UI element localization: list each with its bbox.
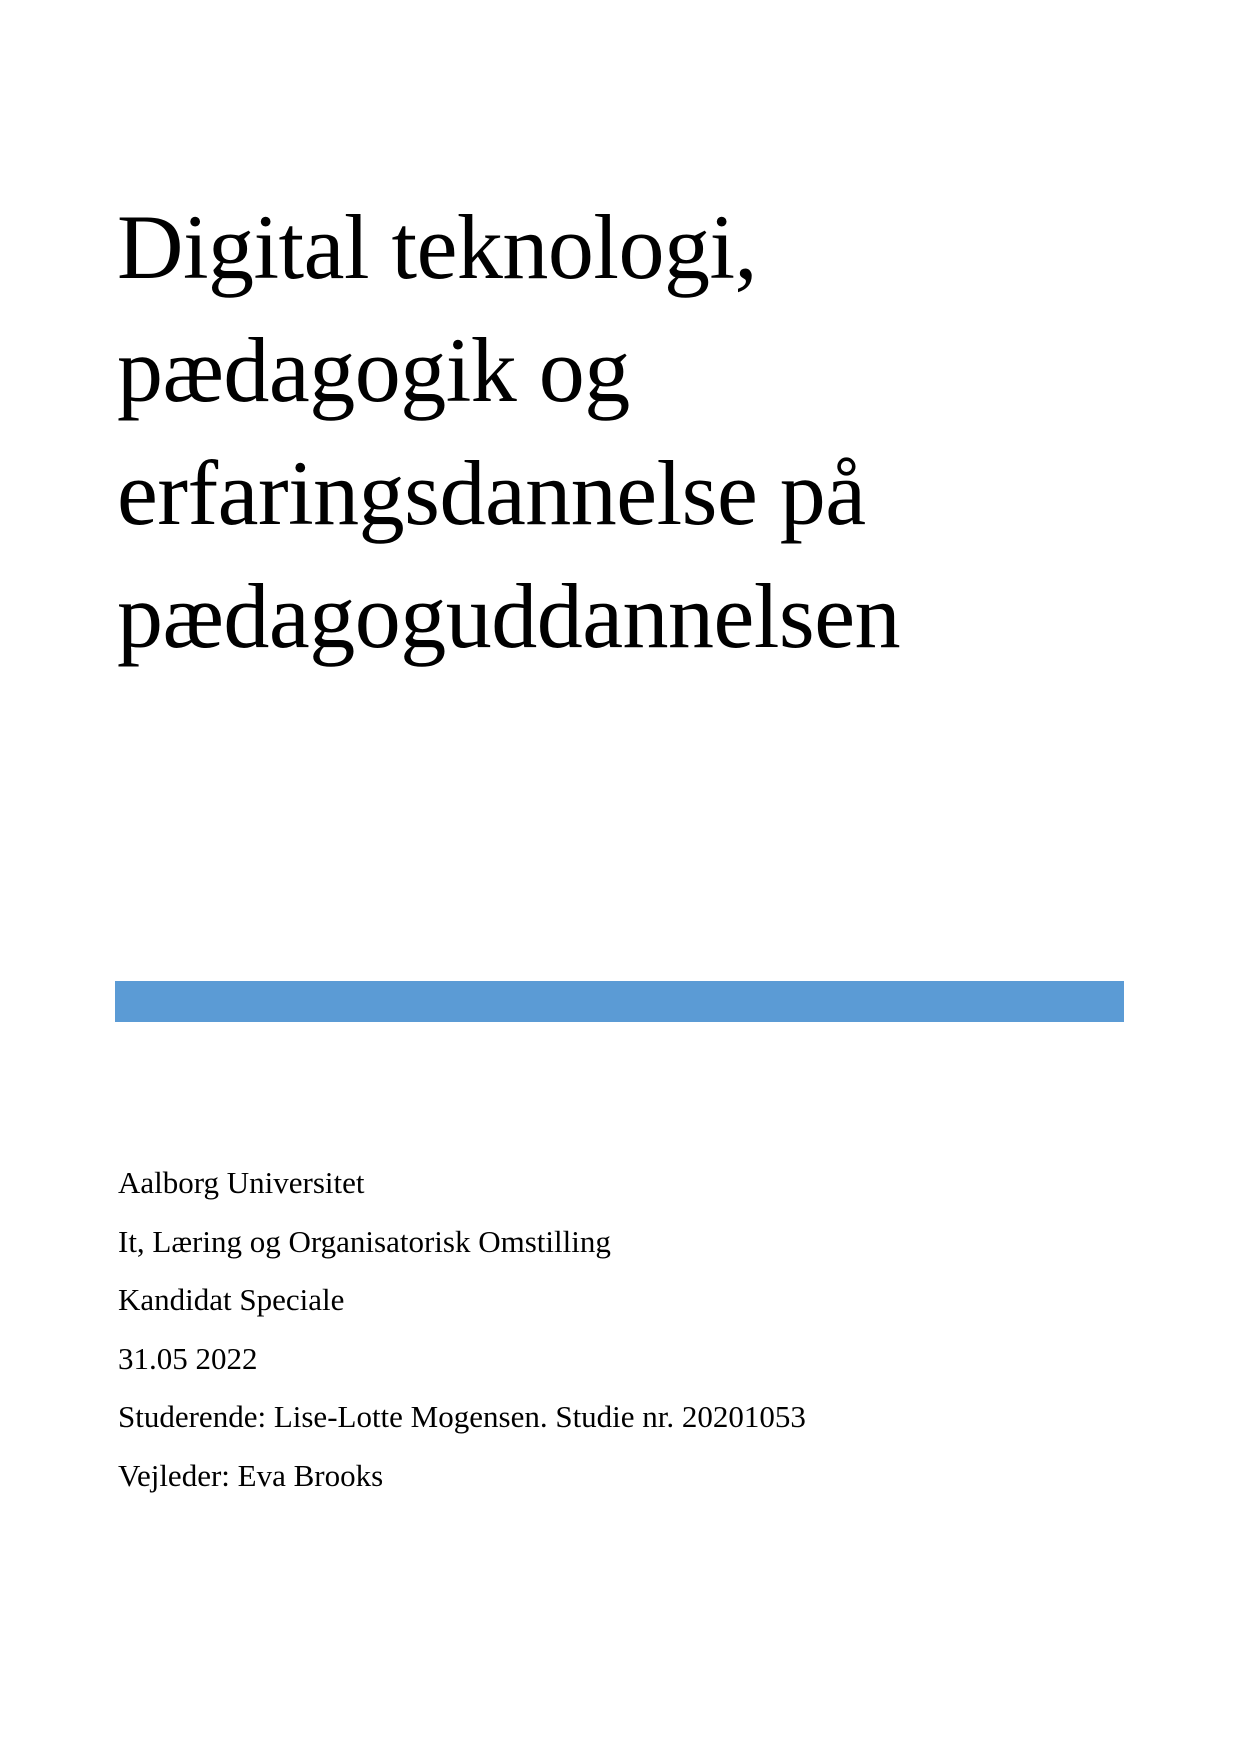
title-line-1: Digital teknologi, <box>117 196 758 298</box>
document-title <box>117 186 1117 678</box>
program-name: It, Læring og Organisatorisk Omstilling <box>118 1223 611 1259</box>
title-line-4: pædagoguddannelsen <box>117 565 901 667</box>
university-name: Aalborg Universitet <box>118 1165 365 1200</box>
title-line-3: erfaringsdannelse på <box>117 442 866 544</box>
title-line-2: pædagogik og <box>117 319 630 421</box>
accent-divider-bar <box>115 981 1124 1022</box>
student-info: Studerende: Lise-Lotte Mogensen. Studie nr. 20201053 <box>118 1399 806 1434</box>
thesis-type: Kandidat Speciale <box>118 1282 345 1317</box>
supervisor-info: Vejleder: Eva Brooks <box>118 1457 384 1493</box>
cover-info-block <box>118 1154 806 1505</box>
submission-date: 31.05 2022 <box>118 1340 258 1376</box>
